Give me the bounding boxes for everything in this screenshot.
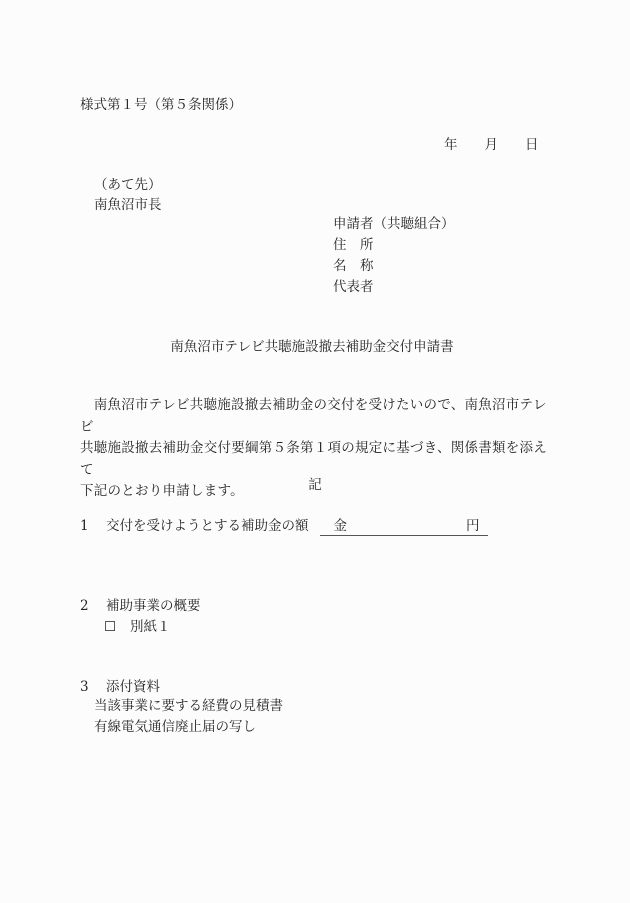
month-label: 月 xyxy=(484,137,498,153)
year-label: 年 xyxy=(444,137,458,153)
day-label: 日 xyxy=(525,137,539,153)
body-line-2: 共聴施設撤去補助金交付要綱第５条第１項の規定に基づき、関係書類を添えて xyxy=(80,440,547,478)
applicant-heading: 申請者（共聴組合） xyxy=(333,216,455,232)
body-line-1: 南魚沼市テレビ共聴施設撤去補助金の交付を受けたいので、南魚沼市テレビ xyxy=(80,397,547,435)
ki-row xyxy=(0,475,630,495)
item-3-number: 3 xyxy=(80,679,89,695)
item-2-attachment-row xyxy=(104,617,171,637)
item-3-label: 添付資料 xyxy=(106,679,160,695)
checkbox-icon[interactable]: ☐ xyxy=(104,619,117,635)
amount-suffix: 円 xyxy=(466,518,480,534)
amount-prefix: 金 xyxy=(333,518,347,534)
item-2-attachment: 別紙１ xyxy=(130,619,171,635)
applicant-address-label: 住 所 xyxy=(333,237,374,253)
subsidy-amount-field[interactable] xyxy=(320,517,488,536)
document-title-row xyxy=(0,337,630,357)
item-3 xyxy=(80,677,160,697)
form-number: 様式第１号（第５条関係） xyxy=(80,97,242,113)
addressee-label: （あて先） xyxy=(94,177,162,193)
item-1-number: 1 xyxy=(80,518,89,534)
body-line-3: 下記のとおり申請します。 xyxy=(80,483,244,499)
item-2 xyxy=(80,596,201,616)
item-2-number: 2 xyxy=(80,598,89,614)
document-title: 南魚沼市テレビ共聴施設撤去補助金交付申請書 xyxy=(170,339,454,355)
applicant-representative-label: 代表者 xyxy=(333,279,374,295)
attached-document-2: 有線電気通信廃止届の写し xyxy=(94,719,256,735)
attached-document-1: 当該事業に要する経費の見積書 xyxy=(94,698,283,714)
item-1-label: 交付を受けようとする補助金の額 xyxy=(106,518,309,534)
item-1 xyxy=(80,516,488,536)
addressee-name: 南魚沼市長 xyxy=(94,197,162,213)
applicant-block xyxy=(333,214,455,298)
date-line xyxy=(444,135,539,155)
applicant-name-label: 名 称 xyxy=(333,258,374,274)
ki-heading: 記 xyxy=(308,477,322,493)
item-2-label: 補助事業の概要 xyxy=(106,598,201,614)
